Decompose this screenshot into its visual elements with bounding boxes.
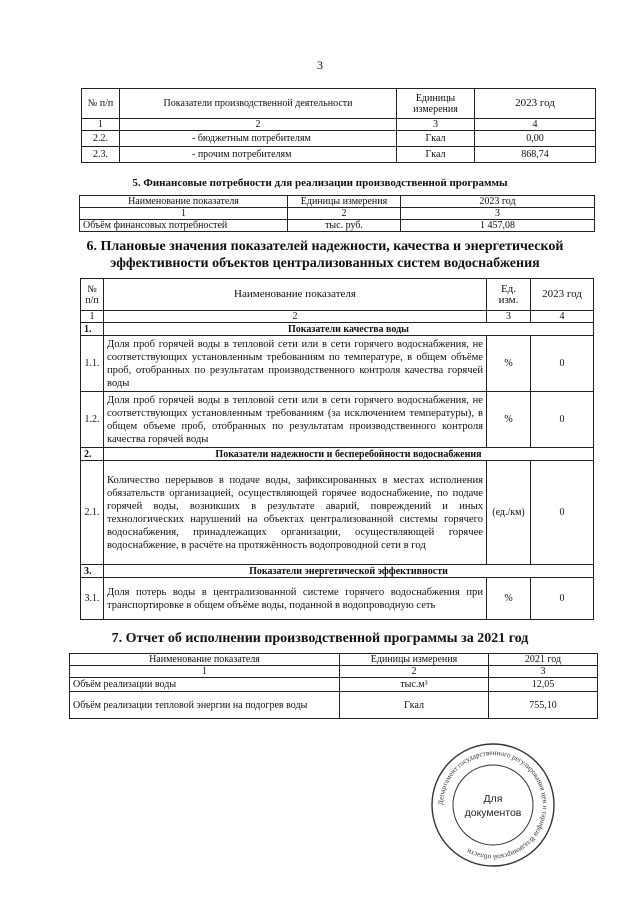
table-row (81, 578, 594, 620)
row-unit: тыс.м³ (340, 678, 489, 692)
col-number: 2 (104, 311, 487, 323)
row-value: 0 (531, 336, 594, 392)
reliability-indicators-table (80, 278, 594, 620)
row-value: 0 (531, 578, 594, 620)
row-name: - прочим потребителям (120, 147, 397, 163)
table-row (81, 392, 594, 448)
production-indicators-table (81, 88, 596, 163)
row-value: 0 (531, 392, 594, 448)
table-row (80, 220, 595, 232)
table-row (81, 336, 594, 392)
header-year: 2021 год (489, 654, 598, 666)
table-row (82, 131, 596, 147)
col-number: 2 (120, 119, 397, 131)
section5-title: 5. Финансовые потребности для реализации производственной программы (132, 177, 508, 189)
group-num: 2. (81, 448, 104, 461)
row-name: Объём реализации воды (70, 678, 340, 692)
row-value: 755,10 (489, 692, 598, 719)
table-row (82, 147, 596, 163)
header-unit: Единицы измерения (397, 89, 475, 119)
stamp-line2: документов (464, 807, 522, 819)
row-unit: (ед./км) (487, 461, 531, 565)
section6-title: 6. Плановые значения показателей надежности, качества и энергетической эффективности объектов централизованных систем водоснабжения (86, 239, 564, 271)
header-indicator: Наименование показателя (104, 279, 487, 311)
header-indicator: Наименование показателя (80, 196, 288, 208)
header-year: 2023 год (401, 196, 595, 208)
row-num: 2.2. (82, 131, 120, 147)
row-unit: Гкал (340, 692, 489, 719)
header-unit: Единицы измерения (288, 196, 401, 208)
group-num: 3. (81, 565, 104, 578)
group-title: Показатели качества воды (104, 323, 594, 336)
col-number: 3 (397, 119, 475, 131)
row-value: 1 457,08 (401, 220, 595, 232)
row-num: 3.1. (81, 578, 104, 620)
col-number: 3 (487, 311, 531, 323)
row-value: 0,00 (475, 131, 596, 147)
financial-needs-table (79, 195, 595, 232)
col-number: 2 (340, 666, 489, 678)
row-num: 1.2. (81, 392, 104, 448)
row-text: Доля потерь воды в централизованной системе горячего водоснабжения при транспортировке в общем объёме воды, поданной в водопроводную сеть (104, 578, 487, 620)
header-num: № п/п (81, 279, 104, 311)
stamp-seal (430, 742, 556, 868)
report-table (69, 653, 598, 719)
row-value: 0 (531, 461, 594, 565)
header-indicator: Наименование показателя (70, 654, 340, 666)
row-name: Объём реализации тепловой энергии на подогрев воды (70, 692, 340, 719)
col-number: 1 (81, 311, 104, 323)
stamp-line1: Для (483, 793, 503, 805)
header-unit: Единицы измерения (340, 654, 489, 666)
row-unit: % (487, 578, 531, 620)
group-title: Показатели энергетической эффективности (104, 565, 594, 578)
row-unit: тыс. руб. (288, 220, 401, 232)
row-num: 2.3. (82, 147, 120, 163)
row-unit: Гкал (397, 147, 475, 163)
row-unit: Гкал (397, 131, 475, 147)
col-number: 4 (475, 119, 596, 131)
row-name: - бюджетным потребителям (120, 131, 397, 147)
row-text: Доля проб горячей воды в тепловой сети или в сети горячего водоснабжения, не соответствующих установленным требованиям (за исключением температуры), в общем объеме проб, отобранных по результатам производственного контроля качества горячей воды (104, 392, 487, 448)
header-year: 2023 год (475, 89, 596, 119)
row-name: Объём финансовых потребностей (80, 220, 288, 232)
col-number: 3 (401, 208, 595, 220)
table-row (81, 461, 594, 565)
row-text: Количество перерывов в подаче воды, зафиксированных в местах исполнения обязательств организацией, осуществляющей горячее водоснабжение, по подаче горячей воды, возникших в результате аварий, повреждений и иных технологических нарушений на объектах централизованной системы горячего водоснабжения, принадлежащих организации, осуществляющей горячее водоснабжение, в расчёте на протяжённость водопроводной сети в год (104, 461, 487, 565)
table-row (70, 678, 598, 692)
table-row (70, 692, 598, 719)
header-unit: Ед. изм. (487, 279, 531, 311)
group-num: 1. (81, 323, 104, 336)
group-row (81, 565, 594, 578)
group-row (81, 323, 594, 336)
col-number: 3 (489, 666, 598, 678)
header-indicator: Показатели производственной деятельности (120, 89, 397, 119)
page-number: 3 (317, 58, 323, 72)
col-number: 1 (80, 208, 288, 220)
row-num: 2.1. (81, 461, 104, 565)
row-value: 868,74 (475, 147, 596, 163)
row-value: 12,05 (489, 678, 598, 692)
col-number: 1 (70, 666, 340, 678)
col-number: 4 (531, 311, 594, 323)
stamp-ring-text: Департамент государственного регулирования цен и тарифов Владимирской области (436, 748, 550, 862)
group-row (81, 448, 594, 461)
row-unit: % (487, 392, 531, 448)
col-number: 1 (82, 119, 120, 131)
header-num: № п/п (82, 89, 120, 119)
group-title: Показатели надежности и бесперебойности водоснабжения (104, 448, 594, 461)
col-number: 2 (288, 208, 401, 220)
header-year: 2023 год (531, 279, 594, 311)
row-text: Доля проб горячей воды в тепловой сети или в сети горячего водоснабжения, не соответствующих установленным требованиям по температуре, в общем объёме проб, отобранных по результатам производственного контроля качества горячей воды (104, 336, 487, 392)
section7-title: 7. Отчет об исполнении производственной программы за 2021 год (111, 631, 529, 646)
row-num: 1.1. (81, 336, 104, 392)
row-unit: % (487, 336, 531, 392)
